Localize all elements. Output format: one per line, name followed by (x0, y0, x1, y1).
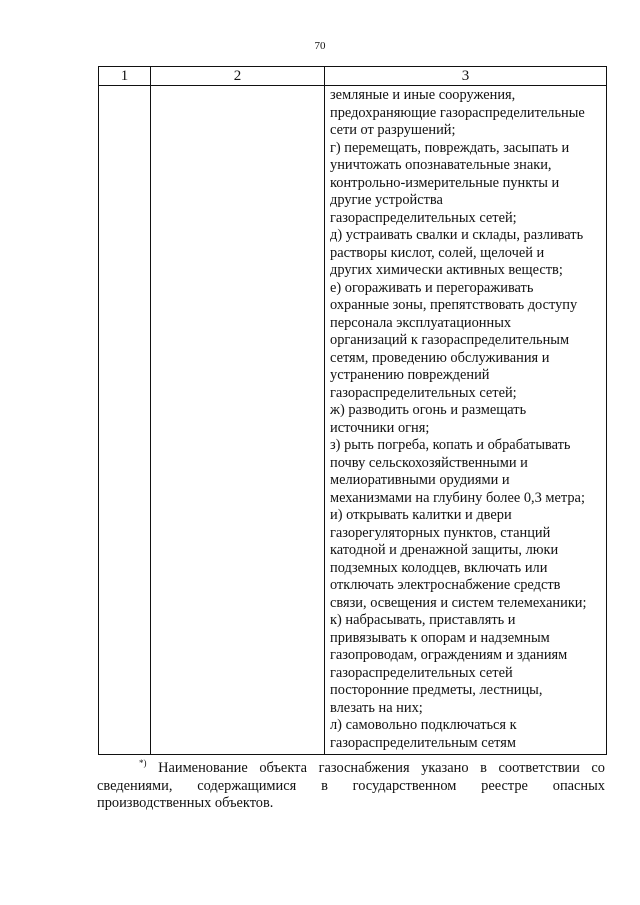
text-line: газораспределительным сетям (330, 734, 517, 751)
text-line: охранные зоны, препятствовать доступу (330, 297, 578, 313)
text-line: растворы кислот, солей, щелочей и (330, 244, 545, 261)
text-line: контрольно-измерительные пункты и (330, 174, 560, 191)
footnote-text-line-2: сведениями, содержащимися в государственном реестре опасных (97, 777, 605, 794)
text-line: сети от разрушений; (330, 122, 456, 138)
requirements-table (98, 66, 607, 755)
text-line: газораспределительных сетей (330, 664, 513, 681)
text-line: газопроводам, ограждениям и зданиям (330, 647, 568, 663)
text-line: земляные и иные сооружения, (330, 87, 516, 103)
text-line: газораспределительных сетей; (330, 209, 517, 226)
text-line: д) устраивать свалки и склады, разливать (330, 227, 584, 243)
text-line: посторонние предметы, лестницы, (330, 682, 543, 698)
text-line: организаций к газораспределительным (330, 332, 570, 348)
column-header-1: 1 (99, 67, 151, 86)
text-line: уничтожать опознавательные знаки, (330, 157, 552, 173)
text-line: связи, освещения и систем телемеханики; (330, 594, 587, 611)
text-line: подземных колодцев, включать или (330, 559, 548, 576)
footnote-line (97, 760, 605, 778)
text-line: источники огня; (330, 419, 430, 436)
text-line: и) открывать калитки и двери (330, 507, 512, 523)
restrictions-text (325, 86, 606, 754)
text-line: газораспределительных сетей; (330, 384, 517, 401)
table-cell-column-3 (325, 86, 607, 755)
text-line: других химически активных веществ; (330, 262, 563, 278)
text-line: г) перемещать, повреждать, засыпать и (330, 139, 570, 156)
text-line: сетям, проведению обслуживания и (330, 349, 550, 366)
text-line: ж) разводить огонь и размещать (330, 402, 527, 418)
table-cell-column-2 (151, 86, 325, 755)
text-line: влезать на них; (330, 699, 423, 716)
footnote-marker: *) (139, 758, 147, 769)
footnote (97, 760, 605, 813)
column-header-3: 3 (325, 67, 607, 86)
text-line: отключать электроснабжение средств (330, 577, 561, 593)
page-number: 70 (314, 40, 326, 52)
table-cell-column-1 (99, 86, 151, 755)
text-line: л) самовольно подключаться к (330, 717, 517, 733)
text-line: газорегуляторных пунктов, станций (330, 524, 551, 541)
text-line: к) набрасывать, приставлять и (330, 612, 516, 628)
text-line: другие устройства (330, 192, 443, 208)
text-line: мелиоративными орудиями и (330, 472, 510, 488)
text-line: предохраняющие газораспределительные (330, 104, 585, 121)
text-line: привязывать к опорам и надземным (330, 629, 550, 646)
table-row (99, 86, 607, 755)
text-line: механизмами на глубину более 0,3 метра; (330, 489, 585, 506)
footnote-text-line-3: производственных объектов. (97, 795, 274, 811)
text-line: почву сельскохозяйственными и (330, 454, 528, 471)
text-line: устранению повреждений (330, 367, 490, 383)
text-line: з) рыть погреба, копать и обрабатывать (330, 437, 571, 453)
text-line: персонала эксплуатационных (330, 314, 512, 331)
text-line: е) огораживать и перегораживать (330, 279, 534, 296)
footnote-text-line-1: Наименование объекта газоснабжения указано в соответствии со (158, 760, 605, 776)
column-header-2: 2 (151, 67, 325, 86)
text-line: катодной и дренажной защиты, люки (330, 542, 559, 558)
table-header-row (99, 67, 607, 86)
